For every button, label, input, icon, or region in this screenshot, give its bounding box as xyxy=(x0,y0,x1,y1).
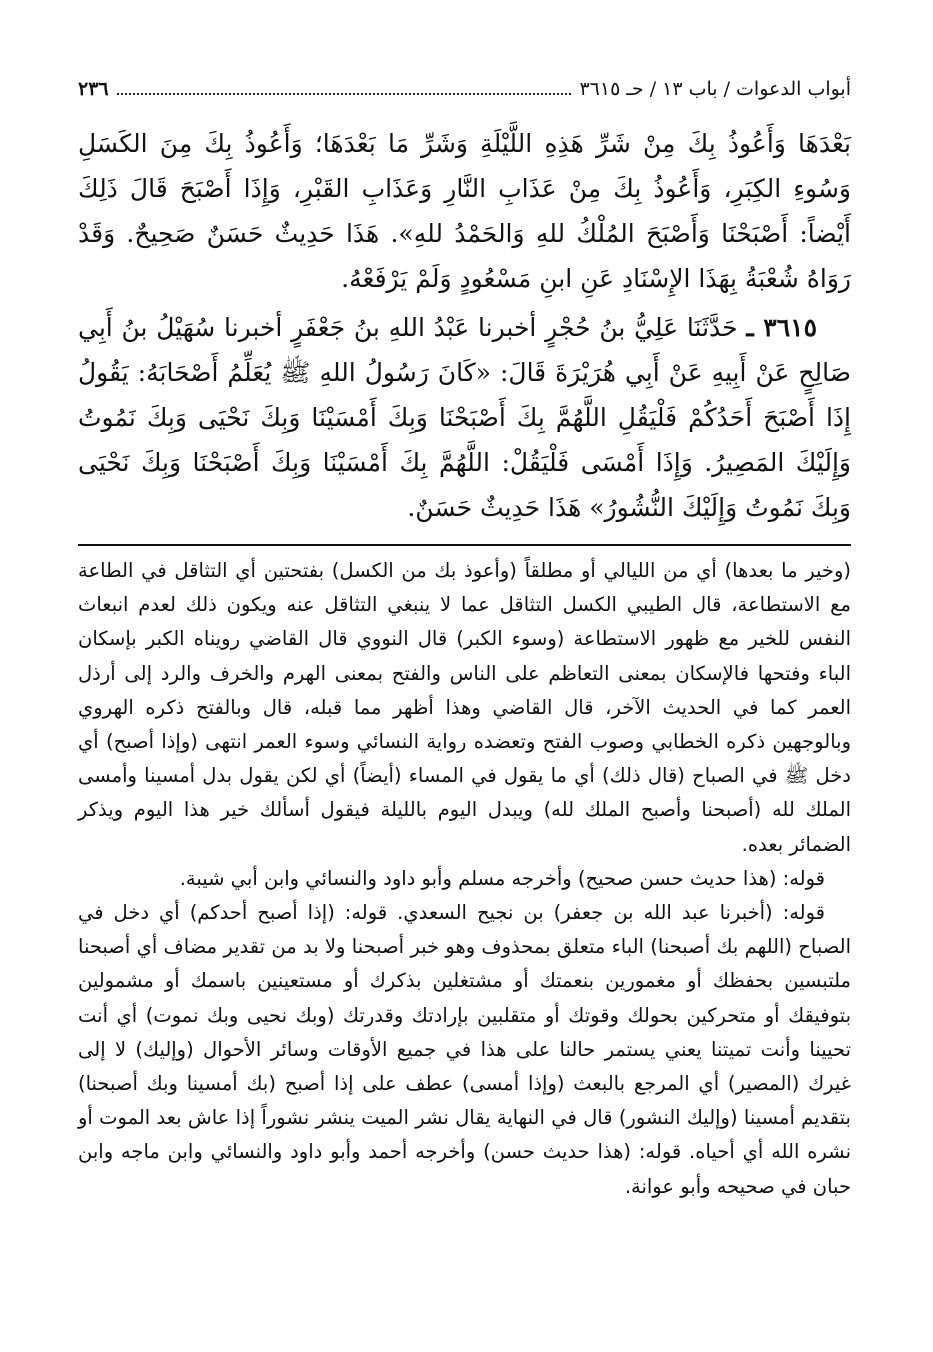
commentary-paragraph: (وخير ما بعدها) أي من الليالي أو مطلقاً (وأعوذ بك من الكسل) بفتحتين أي التثاقل في الطاعة مع الاستطاعة، قال الطيبي الكسل التثاقل عما لا ينبغي التثاقل عنه ويكون ذلك لعدم انبعاث النفس للخير مع ظهور الاستطاعة (وسوء الكبر) قال النووي قال القاضي رويناه الكبر بإسكان الباء وفتحها فالإسكان بمعنى التعاظم على الناس والفتح بمعنى الهرم والخرف والرد إلى أرذل العمر كما في الحديث الآخر، قال القاضي وهذا أظهر مما قبله، قال وبالفتح ذكره الهروي وبالوجهين ذكره الخطابي وصوب الفتح وتعضده رواية النسائي وسوء العمر انتهى (وإذا أصبح) أي دخل ﷺ في الصباح (قال ذلك) أي ما يقول في المساء (أيضاً) أي لكن يقول بدل أمسينا وأمسى الملك لله (أصبحنا وأصبح الملك لله) ويبدل اليوم بالليلة فيقول أسألك خير هذا اليوم ويذكر الضمائر بعده. xyxy=(78,559,851,856)
hadith-continuation-paragraph: بَعْدَهَا وَأَعُوذُ بِكَ مِنْ شَرِّ هَذِهِ اللَّيْلَةِ وَشَرِّ مَا بَعْدَهَا؛ وَأَعُوذُ بِكَ مِنَ الكَسَلِ وَسُوءِ الكِبَرِ، وَأَعُوذُ بِكَ مِنْ عَذَابِ النَّارِ وَعَذَابِ القَبْرِ، وَإِذَا أَصْبَحَ قَالَ ذَلِكَ أَيْضاً: أَصْبَحْنَا وَأَصْبَحَ المُلْكُ للهِ وَالحَمْدُ للهِ». هَذَا حَدِيثٌ حَسَنٌ صَحِيحٌ. وَقَدْ رَوَاهُ شُعْبَةُ بِهَذَا الإِسْنَادِ عَنِ ابنِ مَسْعُودٍ وَلَمْ يَرْفَعْهُ. xyxy=(78,129,851,293)
commentary-paragraph: قوله: (أخبرنا عبد الله بن جعفر) بن نجيح السعدي. قوله: (إذا أصبح أحدكم) أي دخل في الصباح (اللهم بك أصبحنا) الباء متعلق بمحذوف وهو خبر أصبحنا ولا بد من تقدير مضاف أي أصبحنا ملتبسين بحفظك أو مغمورين بنعمتك أو مشتغلين بذكرك أو مستعينين باسمك أو مشمولين بتوفيقك أو متحركين بحولك وقوتك أو متقلبين بإرادتك وقدرتك (وبك نحيى وبك نموت) أي أنت تحيينا وأنت تميتنا يعني يستمر حالنا على هذا في جميع الأوقات وسائر الأحوال (وإليك) لا إلى غيرك (المصير) أي المرجع بالبعث (وإذا أمسى) عطف على إذا أصبح (بك أمسينا وبك أصبحنا) بتقديم أمسينا (وإليك النشور) قال في النهاية يقال نشر الميت ينشر نشوراً إذا عاش بعد الموت أو نشره الله أي أحياه. قوله: (هذا حديث حسن) وأخرجه أحمد وأبو داود والنسائي وابن ماجه وابن حبان في صحيحه وأبو عوانة. xyxy=(78,901,851,1198)
hadith-body: حَدَّثَنَا عَلِيُّ بنُ حُجْرٍ أخبرنا عَبْدُ اللهِ بنُ جَعْفَرٍ أخبرنا سُهَيْلُ بنُ أَبِي صَالِحٍ عَنْ أَبِيهِ عَنْ أَبِي هُرَيْرَةَ قَالَ: «كَانَ رَسُولُ اللهِ ﷺ يُعَلِّمُ أَصْحَابَهُ: يَقُولُ إِذَا أَصْبَحَ أَحَدُكُمْ فَلْيَقُلِ اللَّهُمَّ بِكَ أَصْبَحْنَا وَبِكَ أَمْسَيْنَا وَبِكَ نَحْيَى وَبِكَ نَمُوتُ وَإِلَيْكَ المَصِيرُ. وَإِذَا أَمْسَى فَلْيَقُلْ: اللَّهُمَّ بِكَ أَمْسَيْنَا وَبِكَ أَصْبَحْنَا وَبِكَ نَحْيَى وَبِكَ نَمُوتُ وَإِلَيْكَ النُّشُورُ» هَذَا حَدِيثٌ حَسَنٌ. xyxy=(78,313,851,522)
header-leader-dots xyxy=(117,92,572,95)
header-title: أبواب الدعوات / باب ١٣ / حـ ٣٦١٥ xyxy=(579,78,851,100)
page-number: ٢٣٦ xyxy=(78,78,109,100)
hadith-text xyxy=(78,121,851,530)
footnote-divider xyxy=(78,544,851,546)
commentary-text xyxy=(78,554,851,1204)
commentary-paragraph: قوله: (هذا حديث حسن صحيح) وأخرجه مسلم وأبو داود والنسائي وابن أبي شيبة. xyxy=(179,866,825,890)
hadith-paragraph xyxy=(78,305,851,530)
hadith-number: ٣٦١٥ ـ xyxy=(746,313,817,342)
running-header xyxy=(78,78,851,113)
